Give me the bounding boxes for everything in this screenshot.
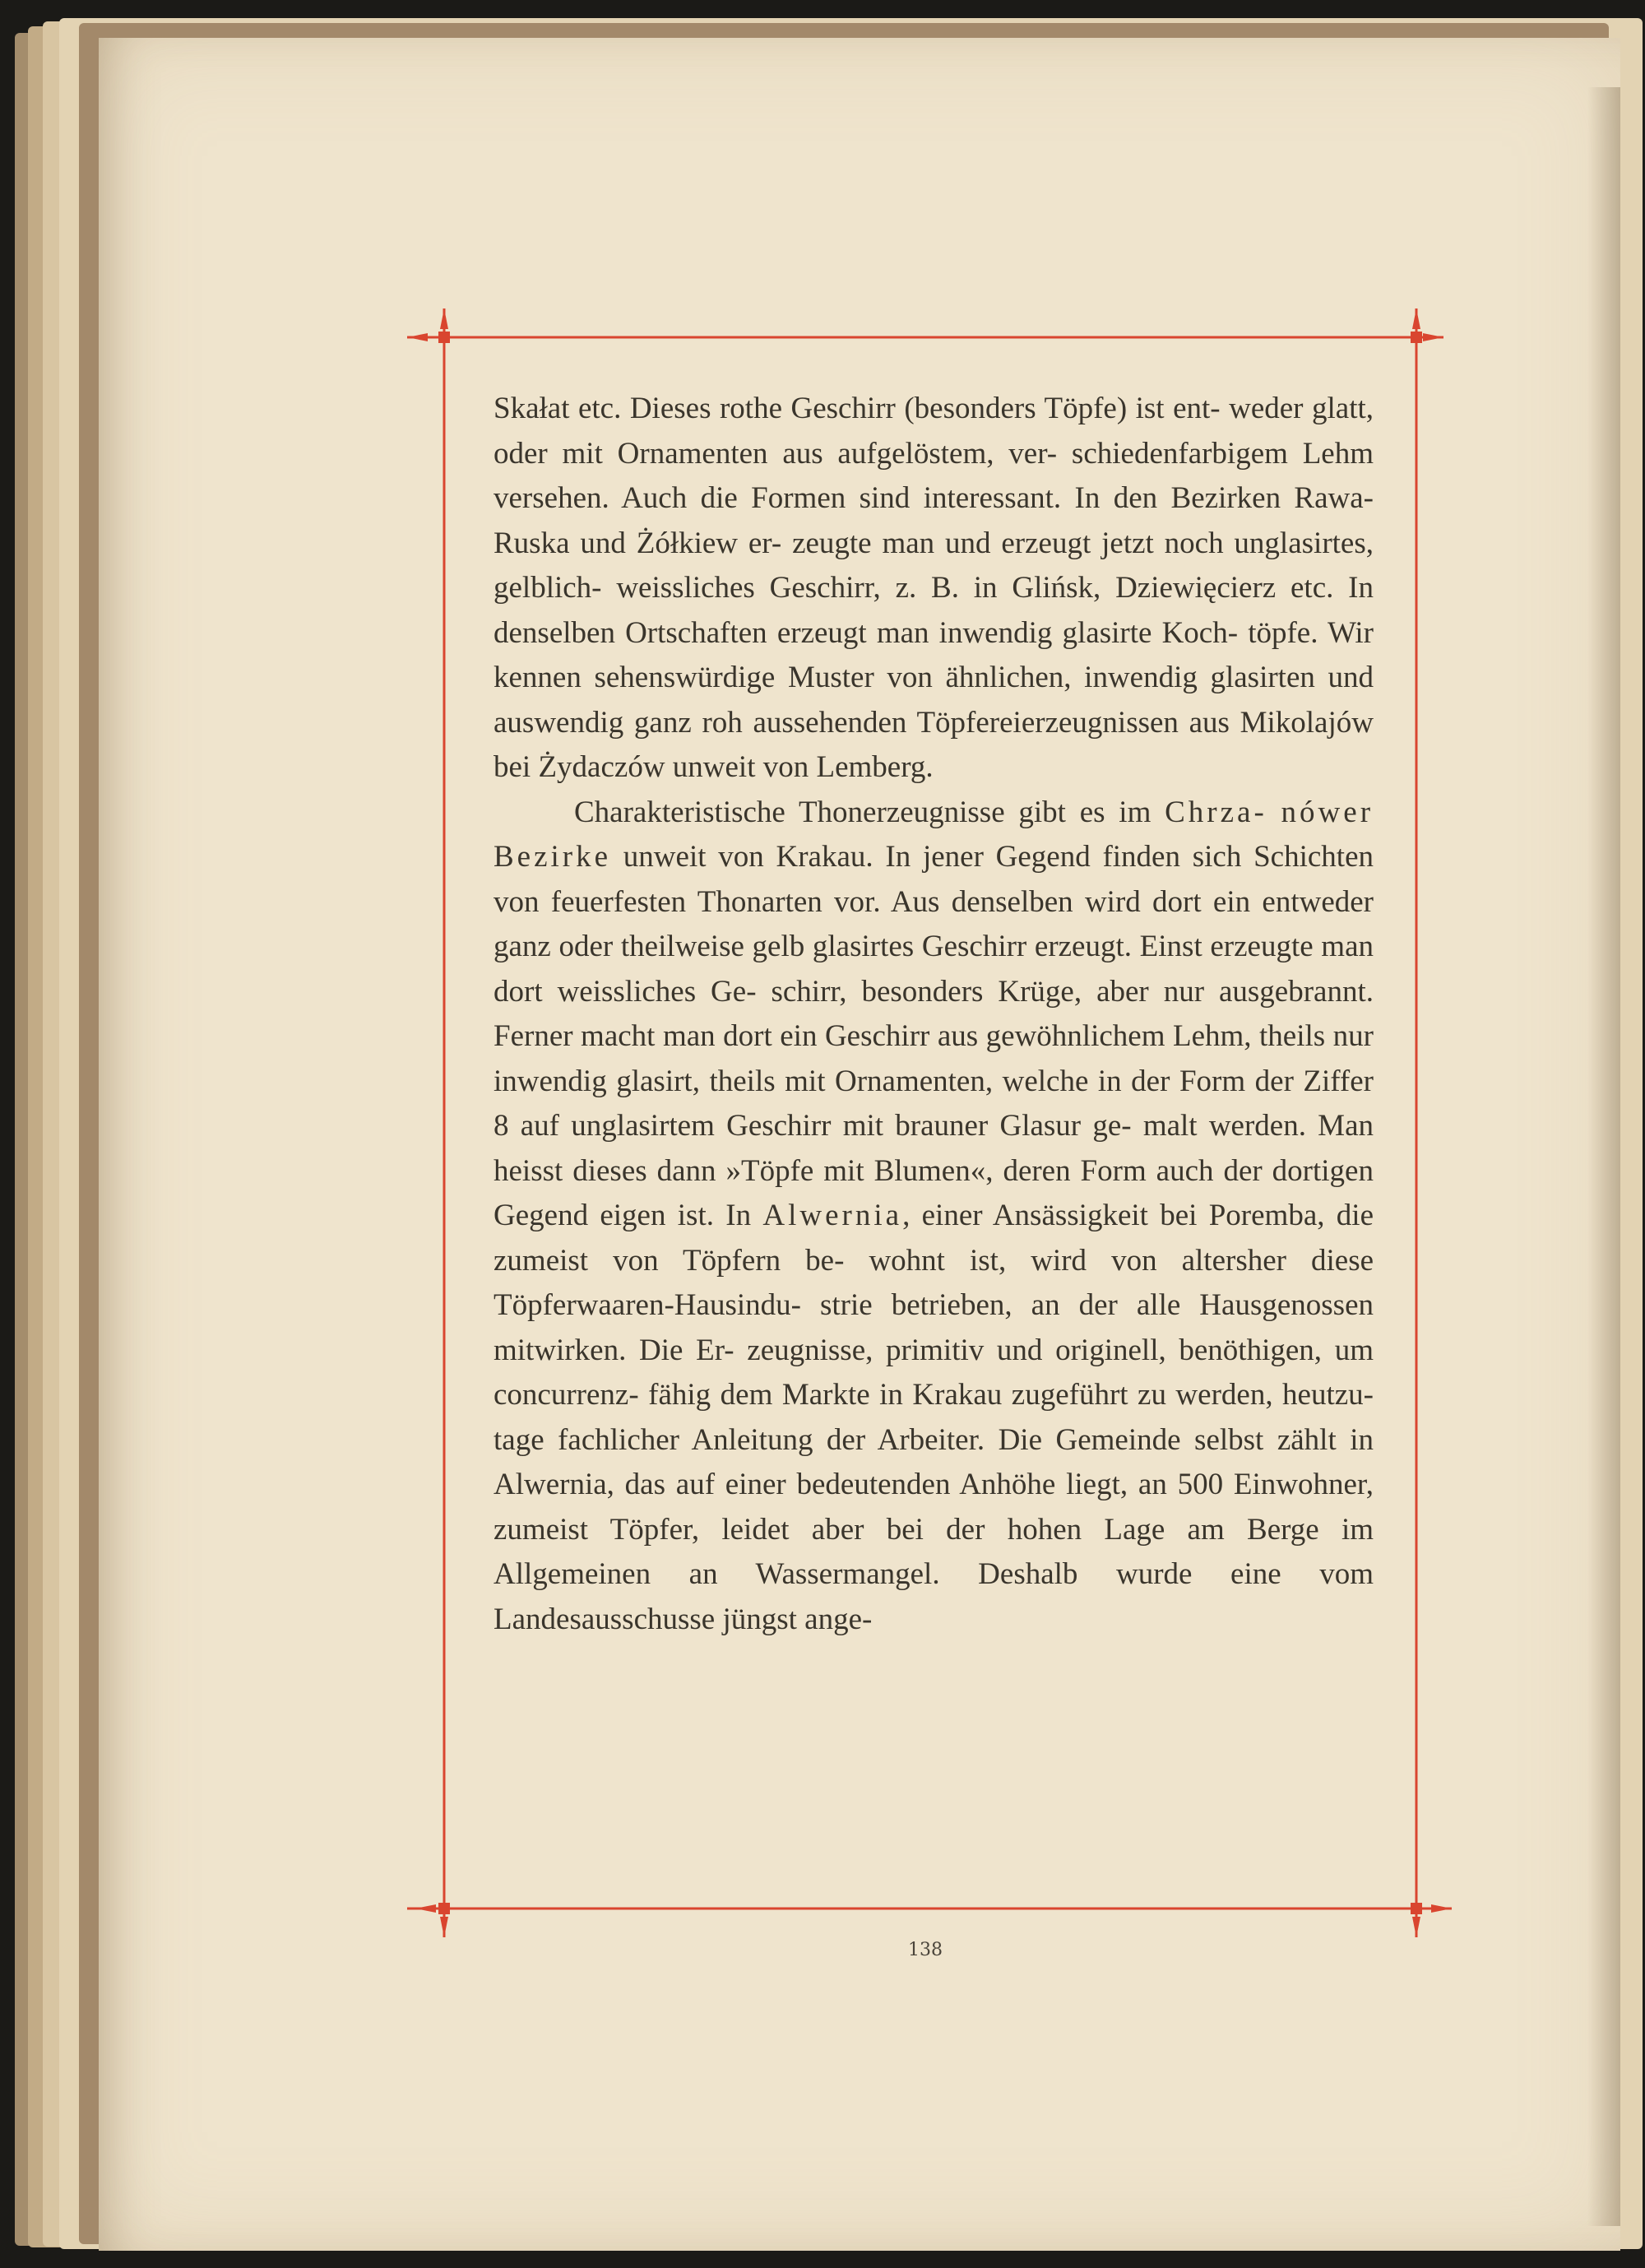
- text-line: einer Ansässigkeit bei Poremba, die zumeist von Töpfern be-: [494, 1199, 1374, 1278]
- text-line: fähig dem Markte in Krakau zugeführt zu werden, heutzu-: [648, 1378, 1374, 1412]
- spaced-place-name: Chrza-: [1165, 795, 1267, 829]
- text-line: inwendig glasirten und auswendig ganz roh aussehenden: [494, 661, 1374, 740]
- text-line: strie betrieben, an der alle Hausgenossen mitwirken. Die Er-: [494, 1288, 1374, 1367]
- text-line: denselben Ortschaften erzeugt man inwendig glasirte Koch-: [494, 615, 1239, 650]
- text-line: [574, 795, 1267, 829]
- text-line: tage fachlicher Anleitung der Arbeiter. Die Gemeinde selbst: [494, 1422, 1264, 1457]
- text-line: schirr, besonders Krüge, aber nur ausgebrannt. Ferner macht: [494, 974, 1374, 1053]
- text-line: der Ziffer 8 auf unglasirtem Geschirr mit brauner Glasur ge-: [494, 1064, 1374, 1143]
- text-line: schiedenfarbigem Lehm versehen. Auch die Formen sind: [494, 436, 1374, 515]
- text-line: interessant. In den Bezirken Rawa-Ruska und Żółkiew er-: [494, 481, 1374, 560]
- text-line: Töpfereierzeugnissen aus Mikolajów bei Żydaczów unweit: [494, 705, 1374, 784]
- text-run: unweit von Krakau. In jener Gegend finden: [611, 840, 1180, 874]
- text-run: Charakteristische Thonerzeugnisse gibt es im: [574, 795, 1165, 829]
- page-shadow: [1587, 87, 1620, 2226]
- text-line: sich Schichten von feuerfesten Thonarten vor. Aus denselben: [494, 840, 1374, 919]
- text-line: von Lemberg.: [762, 750, 934, 784]
- text-line: weissliches Geschirr, z. B. in Glińsk, Dziewięcierz etc. In: [616, 571, 1374, 605]
- text-run: deren Form auch der dortigen Gegend eigen ist. In: [494, 1153, 1374, 1232]
- page-number: 138: [908, 1940, 943, 1960]
- paragraph-1: [494, 387, 1374, 791]
- text-line: töpfe. Wir kennen sehenswürdige Muster von ähnlichen,: [494, 615, 1374, 694]
- spaced-place-name: nówer Bezirke: [494, 795, 1374, 874]
- text-line: Deshalb wurde eine vom Landesausschusse jüngst ange-: [494, 1557, 1374, 1636]
- text-line: wird dort ein entweder ganz oder theilweise gelb glasirtes: [494, 884, 1374, 963]
- text-line: hohen Lage am Berge im Allgemeinen an Wassermangel.: [494, 1512, 1374, 1591]
- text-line: inwendig glasirt, theils mit Ornamenten, welche in der Form: [494, 1064, 1246, 1098]
- text-line: wohnt ist, wird von altersher diese Töpferwaaren-Hausindu-: [494, 1243, 1374, 1322]
- text-line: Geschirr erzeugt. Einst erzeugte man dort weissliches Ge-: [494, 930, 1374, 1009]
- text-line: weder glatt, oder mit Ornamenten aus aufgelöstem, ver-: [494, 392, 1374, 471]
- text-line: zeugnisse, primitiv und originell, benöthigen, um concurrenz-: [494, 1333, 1374, 1412]
- text-line: an 500 Einwohner, zumeist Töpfer, leidet aber bei der: [494, 1468, 1374, 1547]
- text-line: zeugte man und erzeugt jetzt noch unglasirtes, gelblich-: [494, 526, 1374, 605]
- paragraph-2: [494, 791, 1374, 1643]
- body-text: [494, 387, 1374, 1642]
- spaced-place-name: Alwernia: [762, 1199, 903, 1232]
- text-line: malt werden. Man heisst dieses dann »Töpfe mit Blumen«,: [494, 1109, 1374, 1188]
- text-line: zählt in Alwernia, das auf einer bedeutenden Anhöhe liegt,: [494, 1422, 1374, 1501]
- text-line: Skałat etc. Dieses rothe Geschirr (besonders Töpfe) ist ent-: [494, 392, 1221, 425]
- text-line: man dort ein Geschirr aus gewöhnlichem Lehm, theils nur: [662, 1019, 1374, 1053]
- text-run: ,: [902, 1199, 911, 1232]
